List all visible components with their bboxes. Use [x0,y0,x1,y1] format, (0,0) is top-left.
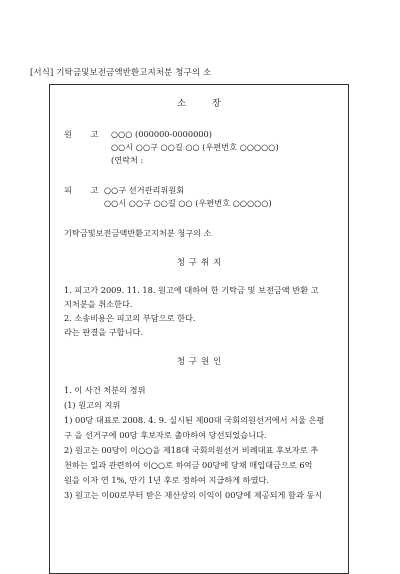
plaintiff-role: 원 고 [64,129,107,139]
complaint-document [49,84,349,574]
claim-line: 1. 피고가 2009. 11. 18. 원고에 대하여 한 기탁금 및 보전금액 반환 고 [64,285,319,295]
claim-line: 2. 소송비용은 피고의 부담으로 한다. [64,313,196,323]
plaintiff-contact: (연락처 : [111,155,144,165]
cause-line: 3) 원고는 이00로부터 받은 재산상의 이익이 00당에 제공되게 함과 동시 [64,490,323,500]
cause-line: 구 을 선거구에 00당 후보자로 출마하여 당선되었습니다. [64,430,267,440]
plaintiff-name: ○○○ (000000-0000000) [111,129,212,139]
defendant-role: 피 고 [64,185,107,195]
claim-heading: 청구취지 [176,257,226,267]
cause-line: 1. 이 사건 처분의 경위 [64,385,146,395]
cause-line: 원을 이자 연 1%, 만기 1년 후로 정하여 지급하게 하였다. [64,475,270,485]
cause-line: (1) 원고의 지위 [64,400,121,410]
cause-line: 천하는 일과 관련하여 이○○로 하여금 00당에 당채 매입대금으로 6억 [64,460,313,470]
defendant-address: ○○시 ○○구 ○○길 ○○ (우편번호 ○○○○○) [104,198,272,208]
case-name: 기탁금및보전금액반환고지처분 청구의 소 [64,228,212,238]
document-title: 소장 [177,99,247,109]
cause-line: 2) 원고는 00당이 이○○을 제18대 국회의원선거 비례대표 후보자로 추 [64,445,319,455]
plaintiff-address: ○○시 ○○구 ○○길 ○○ (우편번호 ○○○○○) [111,142,279,152]
cause-heading: 청구원인 [176,356,226,366]
defendant-name: ○○구 선거관리위원회 [104,185,185,195]
document-form-label: [서식] 기탁금및보전금액반환고지처분 청구의 소 [30,67,212,77]
cause-line: 1) 00당 대표로 2008. 4. 9. 실시된 제00대 국회의원선거에서 서울 은평 [64,415,325,425]
claim-line: 라는 판결을 구합니다. [64,327,143,337]
claim-line: 지처분을 취소한다. [64,299,133,309]
